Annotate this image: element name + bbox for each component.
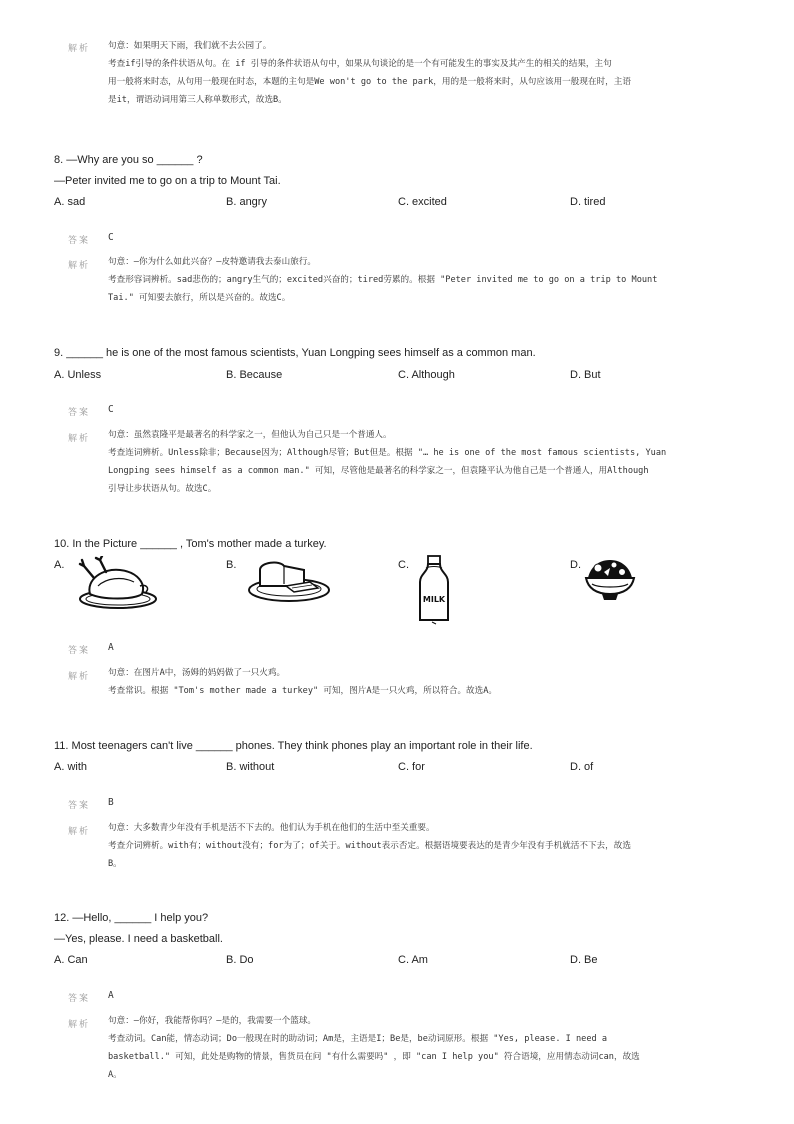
analysis-label: 解析 (68, 1020, 91, 1030)
analysis-line: 是it，谓语动词用第三人称单数形式，故选B。 (108, 95, 287, 105)
analysis-line: A。 (108, 1070, 122, 1080)
analysis-line: 句意：大多数青少年没有手机是活不下去的。他们认为手机在他们的生活中至关重要。 (108, 823, 435, 833)
answer-label: 答案 (68, 646, 91, 656)
bread-plate-image[interactable] (246, 556, 332, 604)
salad-bowl-image[interactable] (584, 554, 636, 604)
analysis-label: 解析 (68, 827, 91, 837)
analysis-line: 句意：虽然袁隆平是最著名的科学家之一，但他认为自己只是一个普通人。 (108, 430, 392, 440)
question-stem: 10. In the Picture ______ , Tom's mother made a turkey. (54, 538, 327, 550)
option-b[interactable]: B. Because (226, 369, 283, 381)
analysis-line: 考查介词辨析。with有；without没有；for为了；of关于。without表示否定。根据语境要表达的是青少年没有手机就活不下去，故选 (108, 841, 631, 851)
analysis-line: 句意：—你好，我能帮你吗？—是的，我需要一个篮球。 (108, 1016, 317, 1026)
roast-turkey-image[interactable] (76, 556, 158, 612)
analysis-line: 考查常识。根据 "Tom's mother made a turkey" 可知，图片A是一只火鸡，所以符合。故选A。 (108, 686, 498, 696)
option-c[interactable]: C. for (398, 761, 425, 773)
analysis-text (108, 819, 728, 873)
answer-label: 答案 (68, 236, 91, 246)
analysis-line: 引导让步状语从句。故选C。 (108, 484, 217, 494)
option-b[interactable]: B. (226, 559, 237, 571)
answer-value: C (108, 232, 114, 243)
option-d[interactable]: D. Be (570, 954, 598, 966)
analysis-line: 句意：—你为什么如此兴奋？—皮特邀请我去泰山旅行。 (108, 257, 317, 267)
question-stem-line2: —Peter invited me to go on a trip to Mount Tai. (54, 175, 281, 187)
analysis-line: 考查形容词辨析。sad悲伤的；angry生气的；excited兴奋的；tired劳累的。根据 "Peter invited me to go on a trip to Mount (108, 275, 658, 285)
answer-label: 答案 (68, 408, 91, 418)
answer-value: C (108, 404, 114, 415)
option-c[interactable]: C. Am (398, 954, 428, 966)
option-a[interactable]: A. Unless (54, 369, 102, 381)
analysis-line: 句意：在图片A中，汤姆的妈妈做了一只火鸡。 (108, 668, 286, 678)
milk-label: MILK (422, 595, 446, 604)
question-stem: 9. ______ he is one of the most famous scientists, Yuan Longping sees himself as a common man. (54, 347, 536, 359)
analysis-text (108, 426, 728, 498)
answer-value: A (108, 642, 114, 653)
analysis-line: 考查连词辨析。Unless除非；Because因为；Although尽管；But但是。根据 "… he is one of the most famous scientists, Yuan (108, 448, 667, 458)
analysis-line: 考查if引导的条件状语从句。在 if 引导的条件状语从句中，如果从句谈论的是一个有可能发生的事实及其产生的相关的结果，主句 (108, 59, 612, 69)
question-stem: 12. —Hello, ______ I help you? (54, 912, 209, 924)
option-c[interactable]: C. (398, 559, 409, 571)
analysis-label: 解析 (68, 44, 91, 54)
analysis-line: 用一般将来时态，从句用一般现在时态，本题的主句是We won't go to the park，用的是一般将来时，从句应该用一般现在时，主语 (108, 77, 631, 87)
option-c[interactable]: C. Although (398, 369, 455, 381)
option-a[interactable]: A. with (54, 761, 88, 773)
question-stem: 8. —Why are you so ______ ? (54, 154, 203, 166)
milk-bottle-image[interactable] (416, 554, 452, 626)
answer-value: B (108, 797, 114, 808)
option-a[interactable]: A. Can (54, 954, 88, 966)
analysis-text (108, 37, 728, 109)
option-c[interactable]: C. excited (398, 196, 447, 208)
option-a[interactable]: A. (54, 559, 65, 571)
analysis-label: 解析 (68, 672, 91, 682)
option-a[interactable]: A. sad (54, 196, 86, 208)
analysis-text (108, 664, 728, 700)
analysis-line: 考查动词。Can能，情态动词；Do一般现在时的助动词；Am是，主语是I；Be是，be动词原形。根据 "Yes, please. I need a (108, 1034, 608, 1044)
option-d[interactable]: D. But (570, 369, 601, 381)
answer-value: A (108, 990, 114, 1001)
analysis-label: 解析 (68, 434, 91, 444)
analysis-label: 解析 (68, 261, 91, 271)
option-b[interactable]: B. without (226, 761, 275, 773)
question-stem: 11. Most teenagers can't live ______ phones. They think phones play an important role in their life. (54, 740, 533, 752)
answer-label: 答案 (68, 994, 91, 1004)
option-b[interactable]: B. Do (226, 954, 254, 966)
option-b[interactable]: B. angry (226, 196, 267, 208)
analysis-line: Longping sees himself as a common man." 可知，尽管他是最著名的科学家之一，但袁隆平认为他自己是一个普通人，用Although (108, 466, 649, 476)
analysis-line: Tai." 可知要去旅行，所以是兴奋的。故选C。 (108, 293, 291, 303)
analysis-text (108, 1012, 728, 1084)
analysis-text (108, 253, 728, 307)
answer-label: 答案 (68, 801, 91, 811)
question-stem-line2: —Yes, please. I need a basketball. (54, 933, 223, 945)
analysis-line: 句意：如果明天下雨，我们就不去公园了。 (108, 41, 272, 51)
analysis-line: B。 (108, 859, 122, 869)
analysis-line: basketball." 可知，此处是购物的情景，售货员在问 "有什么需要吗" ，即 "can I help you" 符合语境，应用情态动词can，故选 (108, 1052, 640, 1062)
option-d[interactable]: D. of (570, 761, 594, 773)
option-d[interactable]: D. tired (570, 196, 606, 208)
option-d[interactable]: D. (570, 559, 581, 571)
